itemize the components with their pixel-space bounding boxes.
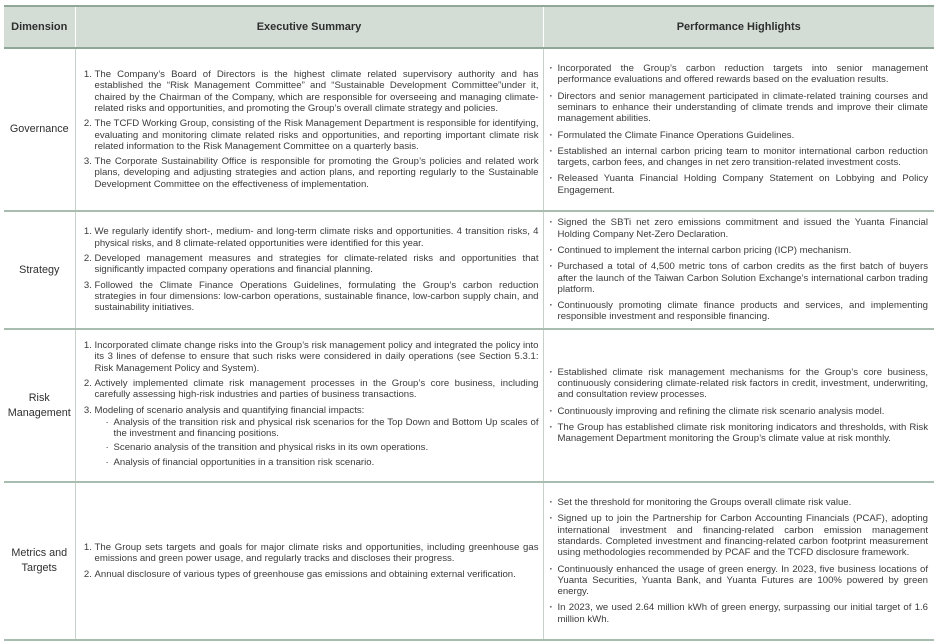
highlights-list — [550, 217, 929, 322]
highlight-item: · Set the threshold for monitoring the Groups overall climate risk value. — [550, 497, 929, 508]
summary-list — [84, 542, 539, 580]
executive-summary-cell — [75, 329, 543, 482]
summary-item: 3. Followed the Climate Finance Operations Guidelines, formulating the Group’s carbon reduction strategies in four dimensions: low-carbon operations, sustainable finance, low-carbon supply chain, and sustainability initiatives. — [95, 280, 539, 314]
dimension-label: Strategy — [19, 263, 60, 276]
summary-sub-item: · Scenario analysis of the transition and physical risks in its own operations. — [106, 442, 539, 453]
summary-sub-item: · Analysis of the transition risk and physical risk scenarios for the Top Down and Bottom Up scales of the investment and financing positions. — [106, 417, 539, 440]
summary-list — [84, 226, 539, 313]
summary-list — [84, 340, 539, 468]
summary-item: 2. Annual disclosure of various types of greenhouse gas emissions and obtaining external verification. — [95, 569, 539, 580]
highlight-item: · Signed the SBTi net zero emissions commitment and issued the Yuanta Financial Holding Company Net-Zero Declaration. — [550, 217, 929, 240]
highlight-item: · Directors and senior management participated in climate-related training courses and seminars to enhance their understanding of climate trends and improve their climate management abilities. — [550, 91, 929, 125]
table-row-risk-management — [4, 329, 934, 482]
highlight-item: · Continuously improving and refining the climate risk scenario analysis model. — [550, 406, 929, 417]
summary-item: 2. Actively implemented climate risk management processes in the Group’s core business, including carefully assessing high-risk industries and parties of business transactions. — [95, 378, 539, 401]
summary-item: 1. Incorporated climate change risks into the Group’s risk management policy and integrated the policy into its 3 lines of defense to ensure that such risks were considered in daily operations (see Section 5.3.1: Risk Management Policy and System). — [95, 340, 539, 374]
dimension-cell — [4, 329, 75, 482]
dimension-label: Governance — [9, 123, 69, 135]
highlight-item: · Established climate risk management mechanisms for the Group’s core business, continuously considering climate-related risk factors in credit, investment, underwriting, and consultation review processes. — [550, 367, 929, 401]
performance-highlights-cell — [543, 48, 934, 211]
executive-summary-cell — [75, 211, 543, 329]
dimension-label-line-1: Risk — [28, 391, 50, 404]
summary-sub-item: · Analysis of financial opportunities in a transition risk scenario. — [106, 457, 539, 468]
summary-item: 2. The TCFD Working Group, consisting of the Risk Management Department is responsible for identifying, evaluating and monitoring climate related risks and opportunities, and reporting important climate risk related information to the Risk Management Committee on a quarterly basis. — [95, 118, 539, 152]
summary-item: 1. We regularly identify short-, medium- and long-term climate risks and opportunities. 4 transition risks, 4 physical risks, and 8 climate-related opportunities were identified for this year. — [95, 226, 539, 249]
highlight-item: · Continuously enhanced the usage of green energy. In 2023, five business locations of Yuanta Securities, Yuanta Bank, and Yuanta Futures are 100% powered by green energy. — [550, 564, 929, 598]
highlight-item: · Established an internal carbon pricing team to monitor international carbon reduction targets, carbon fees, and changes in net zero transition-related investment costs. — [550, 146, 929, 169]
highlight-item: · Continuously promoting climate finance products and services, and implementing responsible investment and responsible financing. — [550, 300, 929, 323]
highlights-list — [550, 63, 929, 196]
summary-item — [95, 405, 539, 468]
table-header-row — [4, 6, 934, 48]
dimension-cell — [4, 48, 75, 211]
dimension-label-line-1: Metrics and — [11, 547, 68, 559]
performance-highlights-cell — [543, 329, 934, 482]
highlight-item: · In 2023, we used 2.64 million kWh of green energy, surpassing our initial target of 1.6 million kWh. — [550, 602, 929, 625]
climate-governance-table — [4, 5, 934, 641]
dimension-label-line-2: Management — [7, 406, 71, 419]
summary-sub-list — [95, 417, 539, 468]
executive-summary-cell — [75, 48, 543, 211]
table-row-metrics-and-targets — [4, 482, 934, 640]
dimension-label-line-2: Targets — [21, 562, 57, 574]
dimension-cell — [4, 482, 75, 640]
highlight-item: · Formulated the Climate Finance Operations Guidelines. — [550, 130, 929, 141]
highlight-item: · Purchased a total of 4,500 metric tons of carbon credits as the first batch of buyers after the launch of the Taiwan Carbon Solution Exchange’s international carbon trading platform. — [550, 261, 929, 295]
summary-list — [84, 69, 539, 190]
table-row-strategy — [4, 211, 934, 329]
dimension-cell — [4, 211, 75, 329]
highlights-list — [550, 367, 929, 445]
highlight-item: · Incorporated the Group’s carbon reduction targets into senior management performance evaluations and offered rewards based on the evaluation results. — [550, 63, 929, 86]
column-header-performance-highlights: Performance Highlights — [543, 6, 934, 48]
performance-highlights-cell — [543, 482, 934, 640]
column-header-executive-summary: Executive Summary — [75, 6, 543, 48]
summary-item: 2. Developed management measures and strategies for climate-related risks and opportunities that significantly impacted company operations and financial planning. — [95, 253, 539, 276]
highlight-item: · Continued to implement the internal carbon pricing (ICP) mechanism. — [550, 245, 929, 256]
column-header-dimension: Dimension — [4, 6, 75, 48]
summary-item-text: Modeling of scenario analysis and quantifying financial impacts: — [94, 404, 365, 416]
executive-summary-cell — [75, 482, 543, 640]
performance-highlights-cell — [543, 211, 934, 329]
summary-item: 3. The Corporate Sustainability Office is responsible for promoting the Group’s policies and related work plans, developing and adjusting strategies and action plans, and reporting regularly to the Sustainable Development Committee on the effectiveness of implementation. — [95, 156, 539, 190]
highlight-item: · Released Yuanta Financial Holding Company Statement on Lobbying and Policy Engagement. — [550, 173, 929, 196]
highlights-list — [550, 497, 929, 625]
highlight-item: · Signed up to join the Partnership for Carbon Accounting Financials (PCAF), adopting international investment and financing-related carbon emission management standards. Completed investment and financing-related carbon footprint measurement using methodologies recommended by PCAF and the TCFD disclosure framework. — [550, 513, 929, 558]
table-row-governance — [4, 48, 934, 211]
summary-item: 1. The Company’s Board of Directors is the highest climate related supervisory authority and has established the “Risk Management Committee” and “Sustainable Development Committee”under it, chaired by the Chairman of the Company, which are responsible for overseeing and managing climate-related risks and opportunities, and promoting the Group’s overall climate strategy and policies. — [95, 69, 539, 114]
summary-item: 1. The Group sets targets and goals for major climate risks and opportunities, including greenhouse gas emissions and green power usage, and regularly tracks and discloses their progress. — [95, 542, 539, 565]
highlight-item: · The Group has established climate risk monitoring indicators and thresholds, with Risk Management Department monitoring the Group’s climate value at risk monthly. — [550, 422, 929, 445]
